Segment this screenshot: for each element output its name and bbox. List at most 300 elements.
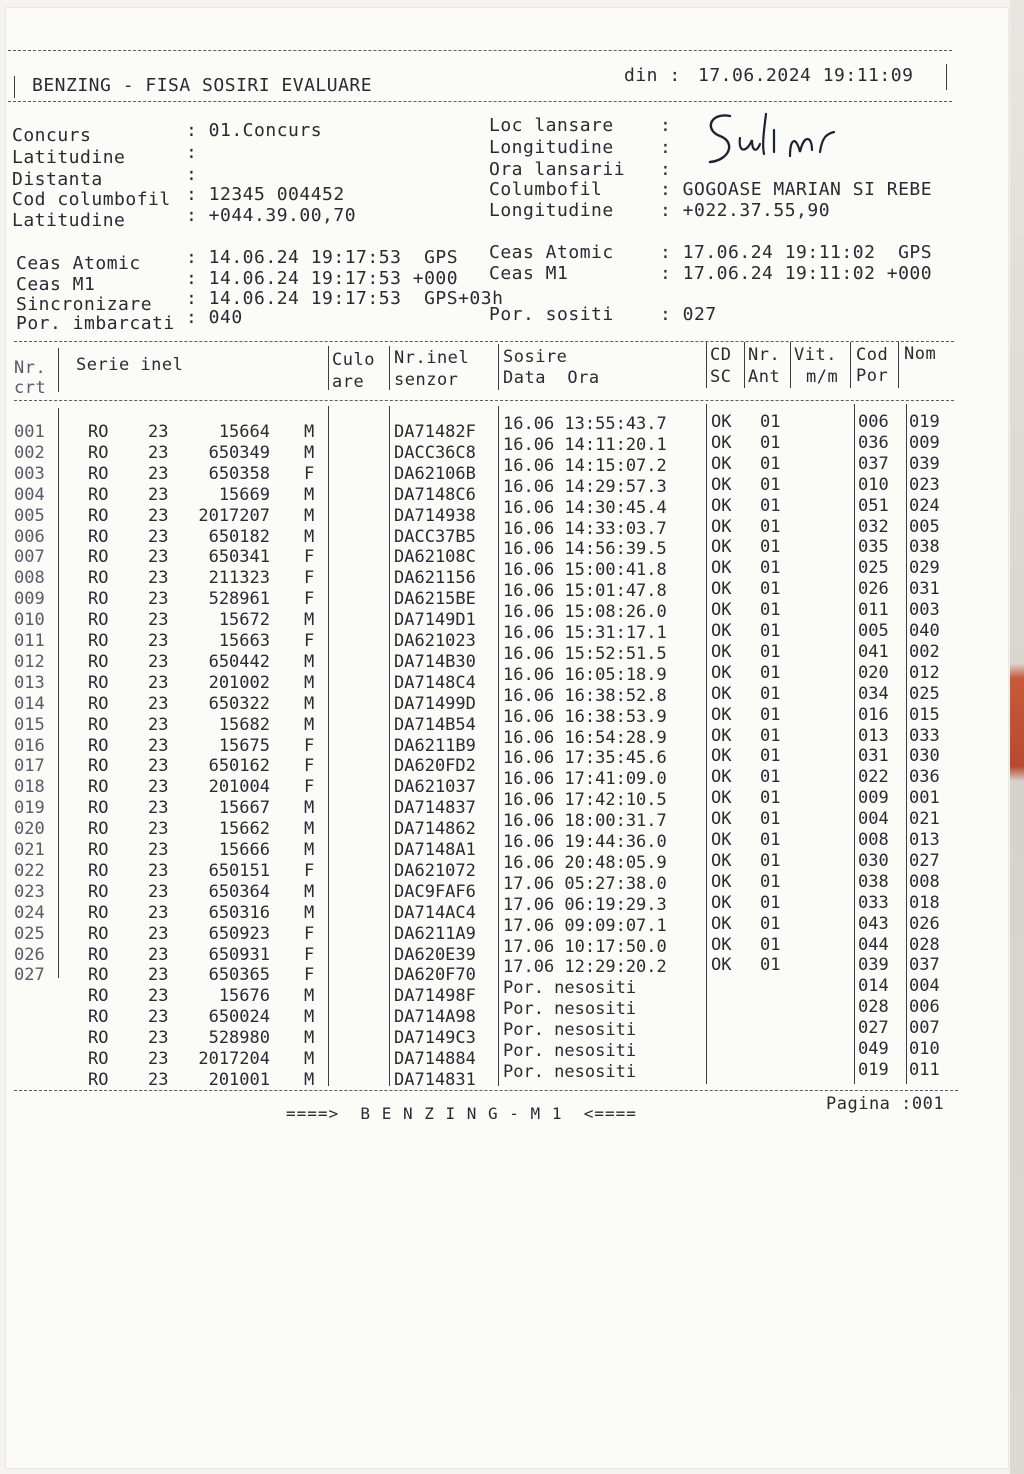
cell-antenna: 01 — [760, 516, 781, 537]
cell-country: RO — [88, 505, 109, 526]
cell-cd-status: OK — [711, 788, 732, 809]
cell-cd-status: OK — [711, 516, 732, 537]
cell-cd-status: OK — [711, 579, 732, 600]
cell-sensor-ring: DAC9FAF6 — [394, 881, 476, 902]
cell-nr: 009 — [14, 589, 45, 610]
cell-year: 23 — [148, 505, 169, 526]
left-info-value: : — [186, 164, 198, 185]
cell-year: 23 — [148, 986, 169, 1007]
cell-sensor-ring: DA6215BE — [394, 589, 476, 610]
cell-nom: 025 — [909, 683, 940, 704]
cell-nom: 026 — [909, 913, 940, 934]
cell-arrival-time: 16.06 15:52:51.5 — [503, 643, 667, 664]
cell-nr: 011 — [14, 631, 45, 651]
cell-cod-por: 006 — [858, 412, 889, 432]
cell-cod-por: 034 — [858, 683, 889, 704]
cell-country: RO — [88, 547, 109, 568]
sep-cd-body — [706, 404, 707, 1084]
cell-cd-status: OK — [711, 537, 732, 558]
cell-nr: 004 — [14, 484, 45, 505]
cell-year: 23 — [148, 442, 169, 463]
cell-cod-por: 051 — [858, 495, 889, 516]
cell-sensor-ring: DA621037 — [394, 777, 476, 798]
sep-inel — [389, 346, 390, 390]
cell-year: 23 — [148, 693, 169, 714]
right-info-value: : GOGOASE MARIAN SI REBE — [660, 179, 933, 200]
cell-year: 23 — [148, 463, 169, 484]
cell-sensor-ring: DACC36C8 — [394, 442, 476, 463]
cell-sensor-ring: DA6211B9 — [394, 735, 476, 756]
cell-cd-status: OK — [711, 913, 732, 934]
col-cod-label: Cod — [856, 345, 889, 365]
cell-year: 23 — [148, 547, 169, 568]
cell-country: RO — [88, 714, 109, 735]
right-info-value: : — [660, 115, 672, 136]
col-sosire-sublabel: Data Ora — [503, 368, 600, 388]
cell-sex: F — [304, 463, 315, 484]
handwritten-signature — [700, 108, 850, 168]
cell-ring-number: 650365 — [208, 965, 270, 986]
cell-sensor-ring: DA7149D1 — [394, 610, 476, 631]
cell-country: RO — [88, 798, 109, 819]
cell-antenna: 01 — [760, 621, 781, 641]
clock-right-label: Ceas M1 — [489, 263, 569, 284]
sep-cod-body — [854, 404, 855, 1084]
cell-antenna: 01 — [760, 453, 781, 474]
cell-cod-por: 041 — [858, 641, 889, 662]
clock-right-value: : 027 — [660, 304, 717, 325]
cell-cod-por: 005 — [858, 621, 889, 641]
cell-cd-status: OK — [711, 474, 732, 495]
cell-year: 23 — [148, 1069, 169, 1090]
cell-nr: 003 — [14, 463, 45, 484]
left-info-value: : +044.39.00,70 — [186, 205, 357, 226]
cell-arrival-time: Por. nesositi — [503, 1020, 637, 1041]
cell-cod-por: 033 — [858, 892, 889, 913]
col-sosire-label: Sosire — [503, 347, 568, 367]
cell-sex: M — [304, 610, 315, 631]
cell-country: RO — [88, 1049, 109, 1069]
cell-nr: 013 — [14, 672, 45, 693]
cell-ring-number: 650341 — [208, 547, 270, 568]
col-inel-label: Nr.inel — [394, 348, 470, 368]
cell-nr: 019 — [14, 798, 45, 819]
cell-arrival-time: 17.06 06:19:29.3 — [503, 894, 667, 915]
cell-sex: M — [304, 505, 315, 526]
cell-antenna: 01 — [760, 579, 781, 600]
sep-sosire-body — [498, 406, 499, 1086]
cell-country: RO — [88, 422, 109, 442]
cell-nom: 002 — [909, 641, 940, 662]
cell-nom: 036 — [909, 767, 940, 788]
cell-country: RO — [88, 1028, 109, 1049]
cell-arrival-time: 16.06 17:35:45.6 — [503, 748, 667, 769]
col-ant-sublabel: Ant — [748, 367, 781, 387]
cell-nom: 001 — [909, 788, 940, 809]
cell-sex: F — [304, 860, 315, 881]
cell-antenna: 01 — [760, 892, 781, 913]
sep-nr — [58, 348, 59, 392]
cell-sensor-ring: DA714862 — [394, 819, 476, 840]
cell-year: 23 — [148, 1007, 169, 1028]
cell-sensor-ring: DA714831 — [394, 1069, 476, 1090]
clock-left-value: : 14.06.24 19:17:53 GPS — [186, 247, 459, 268]
clock-right-value: : 17.06.24 19:11:02 +000 — [660, 263, 933, 284]
cell-country: RO — [88, 860, 109, 881]
left-info-label: Cod columbofil — [12, 189, 171, 210]
cell-sensor-ring: DA7148A1 — [394, 840, 476, 860]
cell-cd-status: OK — [711, 725, 732, 746]
cell-sex: F — [304, 735, 315, 756]
cell-arrival-time: Por. nesositi — [503, 1061, 637, 1082]
cell-nom: 037 — [909, 955, 940, 976]
cell-cod-por: 030 — [858, 850, 889, 871]
left-info-label: Distanta — [12, 169, 103, 190]
cell-sensor-ring: DA714837 — [394, 798, 476, 819]
cell-year: 23 — [148, 568, 169, 589]
cell-cd-status: OK — [711, 621, 732, 641]
cell-ring-number: 15672 — [218, 610, 270, 631]
cell-nom: 030 — [909, 746, 940, 767]
cell-cd-status: OK — [711, 558, 732, 579]
page-number: Pagina :001 — [826, 1094, 945, 1114]
cell-cod-por: 037 — [858, 453, 889, 474]
cell-year: 23 — [148, 923, 169, 944]
cell-sensor-ring: DA714B30 — [394, 651, 476, 672]
cell-ring-number: 15667 — [218, 798, 270, 819]
cell-sex: F — [304, 777, 315, 798]
sep-nom — [898, 342, 899, 388]
col-vit-sublabel: m/m — [806, 367, 839, 387]
cell-antenna: 01 — [760, 913, 781, 934]
cell-arrival-time: 16.06 16:05:18.9 — [503, 664, 667, 685]
table-header-top-rule — [14, 341, 954, 342]
cell-country: RO — [88, 777, 109, 798]
cell-sex: M — [304, 693, 315, 714]
cell-ring-number: 650182 — [208, 526, 270, 547]
cell-nom: 007 — [909, 1018, 940, 1039]
cell-sensor-ring: DA62108C — [394, 547, 476, 568]
cell-ring-number: 650316 — [208, 902, 270, 923]
clock-left-value: : 14.06.24 19:17:53 GPS+03h — [186, 288, 504, 309]
cell-nr: 017 — [14, 756, 45, 777]
cell-arrival-time: 16.06 14:29:57.3 — [503, 476, 667, 497]
cell-nr: 018 — [14, 777, 45, 798]
cell-ring-number: 15663 — [218, 631, 270, 651]
cell-ring-number: 650151 — [208, 860, 270, 881]
cell-sex: M — [304, 881, 315, 902]
table-bottom-rule — [14, 1090, 958, 1091]
cell-year: 23 — [148, 651, 169, 672]
cell-sensor-ring: DA7149C3 — [394, 1028, 476, 1049]
cell-nom: 006 — [909, 997, 940, 1018]
col-nr-label: Nr. — [14, 358, 47, 378]
cell-year: 23 — [148, 881, 169, 902]
cell-sensor-ring: DA621023 — [394, 631, 476, 651]
cell-cod-por: 031 — [858, 746, 889, 767]
cell-sensor-ring: DA714884 — [394, 1049, 476, 1069]
cell-country: RO — [88, 840, 109, 860]
clock-left-label: Por. imbarcati — [16, 313, 175, 334]
cell-antenna: 01 — [760, 871, 781, 892]
cell-ring-number: 650358 — [208, 463, 270, 484]
cell-cod-por: 025 — [858, 558, 889, 579]
cell-nr: 022 — [14, 860, 45, 881]
sep-vit — [790, 342, 791, 388]
sep-nom-body — [906, 404, 907, 1084]
cell-arrival-time: 16.06 15:31:17.1 — [503, 623, 667, 643]
cell-nr: 012 — [14, 651, 45, 672]
cell-cod-por: 044 — [858, 934, 889, 955]
cell-sex: M — [304, 840, 315, 860]
table-header-bottom-rule — [14, 400, 954, 401]
cell-cd-status: OK — [711, 641, 732, 662]
footer-brand: ====> B E N Z I N G - M 1 <==== — [286, 1104, 637, 1123]
print-date: 17.06.2024 19:11:09 — [698, 65, 914, 86]
cell-sensor-ring: DA620E39 — [394, 944, 476, 965]
cell-sensor-ring: DA71482F — [394, 422, 476, 442]
left-info-value: : 01.Concurs — [186, 120, 323, 141]
cell-cd-status: OK — [711, 683, 732, 704]
cell-cd-status: OK — [711, 934, 732, 955]
cell-cd-status: OK — [711, 767, 732, 788]
cell-nom: 013 — [909, 830, 940, 850]
cell-nr: 027 — [14, 965, 45, 986]
cell-year: 23 — [148, 735, 169, 756]
cell-sex: M — [304, 1028, 315, 1049]
cell-cod-por: 036 — [858, 432, 889, 453]
cell-antenna: 01 — [760, 537, 781, 558]
cell-arrival-time: 16.06 16:54:28.9 — [503, 727, 667, 748]
cell-cod-por: 011 — [858, 600, 889, 621]
cell-cod-por: 020 — [858, 662, 889, 683]
cell-year: 23 — [148, 756, 169, 777]
col-cd-label: CD — [710, 345, 732, 365]
cell-cod-por: 035 — [858, 537, 889, 558]
cell-country: RO — [88, 463, 109, 484]
cell-nom: 018 — [909, 892, 940, 913]
cell-cod-por: 008 — [858, 830, 889, 850]
cell-nr: 006 — [14, 526, 45, 547]
cell-cod-por: 043 — [858, 913, 889, 934]
cell-arrival-time: 16.06 14:56:39.5 — [503, 539, 667, 560]
cell-arrival-time: 16.06 17:42:10.5 — [503, 790, 667, 811]
cell-cod-por: 039 — [858, 955, 889, 976]
left-info-value: : — [186, 142, 198, 163]
cell-antenna: 01 — [760, 955, 781, 976]
cell-ring-number: 650923 — [208, 923, 270, 944]
col-inel-sublabel: senzor — [394, 370, 459, 390]
cell-ring-number: 201001 — [208, 1069, 270, 1090]
cell-year: 23 — [148, 422, 169, 442]
cell-nom: 011 — [909, 1059, 940, 1080]
cell-sex: F — [304, 756, 315, 777]
cell-year: 23 — [148, 484, 169, 505]
clock-left-label: Ceas M1 — [16, 274, 96, 295]
cell-ring-number: 15666 — [218, 840, 270, 860]
col-nr-sublabel: crt — [14, 378, 47, 398]
cell-arrival-time: Por. nesositi — [503, 999, 637, 1020]
cell-sensor-ring: DA621156 — [394, 568, 476, 589]
cell-cod-por: 004 — [858, 809, 889, 830]
cell-ring-number: 2017207 — [198, 505, 270, 526]
cell-sex: M — [304, 902, 315, 923]
cell-antenna: 01 — [760, 725, 781, 746]
cell-sex: M — [304, 1007, 315, 1028]
cell-country: RO — [88, 442, 109, 463]
cell-antenna: 01 — [760, 809, 781, 830]
cell-sensor-ring: DA71499D — [394, 693, 476, 714]
left-info-label: Latitudine — [12, 147, 126, 168]
cell-antenna: 01 — [760, 767, 781, 788]
right-info-value: : — [660, 159, 672, 180]
cell-ring-number: 15669 — [218, 484, 270, 505]
cell-country: RO — [88, 923, 109, 944]
cell-cod-por: 022 — [858, 767, 889, 788]
cell-ring-number: 650024 — [208, 1007, 270, 1028]
clock-left-value: : 14.06.24 19:17:53 +000 — [186, 268, 459, 289]
cell-arrival-time: 16.06 15:00:41.8 — [503, 560, 667, 581]
sep-culoare-body — [328, 406, 329, 1086]
cell-antenna: 01 — [760, 830, 781, 850]
col-nom-label: Nom — [904, 344, 937, 364]
cell-sensor-ring: DA714AC4 — [394, 902, 476, 923]
cell-sex: F — [304, 589, 315, 610]
cell-sex: M — [304, 484, 315, 505]
cell-country: RO — [88, 1069, 109, 1090]
cell-nom: 023 — [909, 474, 940, 495]
cell-nom: 027 — [909, 850, 940, 871]
cell-cd-status: OK — [711, 830, 732, 850]
cell-sex: F — [304, 547, 315, 568]
cell-antenna: 01 — [760, 641, 781, 662]
clock-right-value: : 17.06.24 19:11:02 GPS — [660, 242, 933, 263]
cell-country: RO — [88, 902, 109, 923]
cell-cod-por: 019 — [858, 1059, 889, 1080]
cell-nom: 028 — [909, 934, 940, 955]
cell-antenna: 01 — [760, 600, 781, 621]
cell-year: 23 — [148, 1028, 169, 1049]
right-info-label: Columbofil — [489, 179, 603, 200]
cell-cod-por: 038 — [858, 871, 889, 892]
cell-arrival-time: 16.06 13:55:43.7 — [503, 414, 667, 434]
cell-country: RO — [88, 693, 109, 714]
cell-nom: 024 — [909, 495, 940, 516]
cell-sex: F — [304, 631, 315, 651]
sep-cd — [706, 342, 707, 388]
cell-nr: 020 — [14, 819, 45, 840]
cell-year: 23 — [148, 589, 169, 610]
cell-year: 23 — [148, 777, 169, 798]
left-info-label: Concurs — [12, 125, 92, 146]
cell-nr: 016 — [14, 735, 45, 756]
cell-year: 23 — [148, 631, 169, 651]
cell-year: 23 — [148, 902, 169, 923]
cell-cd-status: OK — [711, 662, 732, 683]
cell-arrival-time: Por. nesositi — [503, 978, 637, 999]
cell-sensor-ring: DACC37B5 — [394, 526, 476, 547]
cell-country: RO — [88, 986, 109, 1007]
cell-sex: M — [304, 798, 315, 819]
cell-year: 23 — [148, 672, 169, 693]
cell-ring-number: 15676 — [218, 986, 270, 1007]
cell-nom: 031 — [909, 579, 940, 600]
col-culoare-label: Culo — [332, 350, 375, 370]
right-info-value: : — [660, 137, 672, 158]
cell-cd-status: OK — [711, 871, 732, 892]
cell-ring-number: 528961 — [208, 589, 270, 610]
cell-cd-status: OK — [711, 495, 732, 516]
cell-antenna: 01 — [760, 683, 781, 704]
cell-sensor-ring: DA714B54 — [394, 714, 476, 735]
cell-sex: M — [304, 422, 315, 442]
cell-cd-status: OK — [711, 704, 732, 725]
cell-sensor-ring: DA714A98 — [394, 1007, 476, 1028]
cell-nr: 015 — [14, 714, 45, 735]
cell-antenna: 01 — [760, 558, 781, 579]
cell-nr: 005 — [14, 505, 45, 526]
cell-nr: 010 — [14, 610, 45, 631]
cell-country: RO — [88, 881, 109, 902]
cell-nom: 005 — [909, 516, 940, 537]
date-label: din : — [624, 65, 681, 86]
cell-year: 23 — [148, 526, 169, 547]
cell-arrival-time: 16.06 17:41:09.0 — [503, 769, 667, 790]
cell-nr: 026 — [14, 944, 45, 965]
col-vit-label: Vit. — [794, 345, 837, 365]
cell-sensor-ring: DA71498F — [394, 986, 476, 1007]
cell-cod-por: 009 — [858, 788, 889, 809]
cell-year: 23 — [148, 965, 169, 986]
cell-sensor-ring: DA621072 — [394, 860, 476, 881]
cell-cd-status: OK — [711, 746, 732, 767]
cell-arrival-time: 17.06 12:29:20.2 — [503, 957, 667, 978]
cell-nom: 012 — [909, 662, 940, 683]
cell-country: RO — [88, 610, 109, 631]
cell-arrival-time: 16.06 16:38:52.8 — [503, 685, 667, 706]
title-bottom-rule — [8, 101, 952, 102]
background-edge — [1010, 0, 1024, 1474]
cell-arrival-time: 16.06 18:00:31.7 — [503, 811, 667, 832]
cell-nom: 039 — [909, 453, 940, 474]
sep-culoare — [328, 346, 329, 390]
cell-sex: M — [304, 986, 315, 1007]
cell-sensor-ring: DA620FD2 — [394, 756, 476, 777]
cell-ring-number: 650442 — [208, 651, 270, 672]
clock-right-label: Por. sositi — [489, 304, 614, 325]
cell-arrival-time: 16.06 19:44:36.0 — [503, 832, 667, 852]
cell-ring-number: 528980 — [208, 1028, 270, 1049]
cell-cod-por: 049 — [858, 1039, 889, 1059]
cell-arrival-time: 17.06 09:09:07.1 — [503, 915, 667, 936]
cell-country: RO — [88, 1007, 109, 1028]
title-top-rule — [8, 50, 952, 51]
cell-year: 23 — [148, 1049, 169, 1069]
cell-ring-number: 650322 — [208, 693, 270, 714]
cell-antenna: 01 — [760, 412, 781, 432]
right-info-label: Loc lansare — [489, 115, 614, 136]
cell-country: RO — [88, 965, 109, 986]
cell-country: RO — [88, 672, 109, 693]
cell-nom: 009 — [909, 432, 940, 453]
cell-cd-status: OK — [711, 412, 732, 432]
cell-nom: 029 — [909, 558, 940, 579]
cell-ring-number: 15675 — [218, 735, 270, 756]
report-title: BENZING - FISA SOSIRI EVALUARE — [32, 75, 373, 96]
right-info-label: Longitudine — [489, 200, 614, 221]
cell-antenna: 01 — [760, 850, 781, 871]
title-left-bar — [14, 76, 15, 98]
